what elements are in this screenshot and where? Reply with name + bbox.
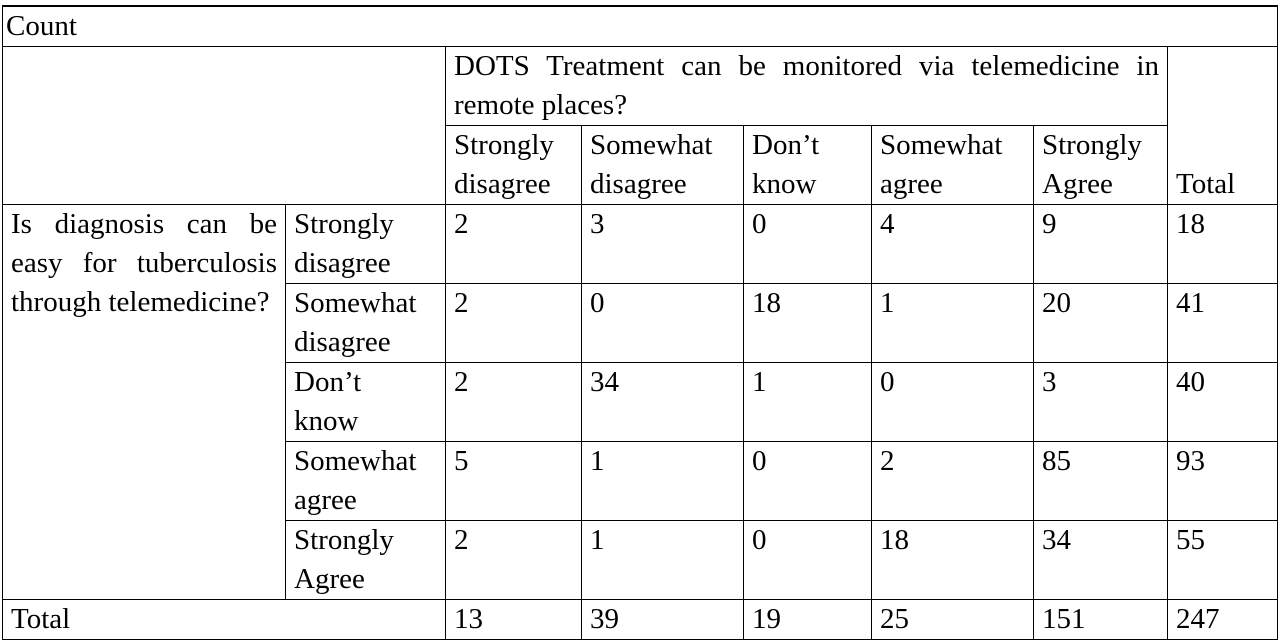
table-cell: 5: [446, 442, 582, 521]
table-cell: 0: [582, 284, 744, 363]
header-row-1: [3, 47, 1278, 126]
table-cell: 85: [1034, 442, 1168, 521]
row-label: [286, 521, 446, 600]
count-row: [3, 7, 1278, 47]
table-cell: 1: [582, 442, 744, 521]
row-label-line2: know: [294, 405, 359, 437]
table-cell: 9: [1034, 205, 1168, 284]
row-total-cell: 41: [1168, 284, 1278, 363]
row-label-line1: Somewhat: [294, 445, 417, 477]
row-question: Is diagnosis can be easy for tuberculosis through telemedicine?: [3, 205, 286, 600]
column-header-line2: disagree: [590, 168, 687, 200]
table-cell: 34: [1034, 521, 1168, 600]
table-cell: 3: [582, 205, 744, 284]
column-header: [582, 126, 744, 205]
row-label: [286, 205, 446, 284]
row-label-line2: Agree: [294, 563, 365, 595]
row-label-line1: Don’t: [294, 366, 362, 398]
grand-total-cell: 247: [1168, 600, 1278, 640]
row-total-cell: 18: [1168, 205, 1278, 284]
table-cell: 1: [872, 284, 1034, 363]
row-label-line1: Somewhat: [294, 287, 417, 319]
totals-row: [3, 600, 1278, 640]
row-label: [286, 442, 446, 521]
table-cell: 2: [446, 521, 582, 600]
table-cell: 2: [446, 363, 582, 442]
column-header: [1034, 126, 1168, 205]
total-column-header: Total: [1168, 47, 1278, 205]
row-label-line2: disagree: [294, 326, 391, 358]
column-total-cell: 39: [582, 600, 744, 640]
table-cell: 4: [872, 205, 1034, 284]
crosstab-table: [2, 6, 1278, 640]
column-header-line1: Strongly: [1042, 129, 1142, 161]
totals-row-label: Total: [3, 600, 446, 640]
column-total-cell: 19: [744, 600, 872, 640]
row-label: [286, 284, 446, 363]
column-total-cell: 151: [1034, 600, 1168, 640]
row-label-line1: Strongly: [294, 208, 394, 240]
row-total-cell: 93: [1168, 442, 1278, 521]
column-header-line2: disagree: [454, 168, 551, 200]
count-label: Count: [3, 7, 1278, 47]
table-cell: 0: [744, 205, 872, 284]
column-header-line1: Strongly: [454, 129, 554, 161]
table-row: [3, 205, 1278, 284]
column-header: [744, 126, 872, 205]
table-cell: 0: [744, 442, 872, 521]
column-total-cell: 13: [446, 600, 582, 640]
table-cell: 0: [744, 521, 872, 600]
column-header-line1: Somewhat: [880, 129, 1003, 161]
column-header: [446, 126, 582, 205]
column-total-cell: 25: [872, 600, 1034, 640]
table-cell: 18: [872, 521, 1034, 600]
column-header-line2: know: [752, 168, 817, 200]
header-corner-cell: [3, 47, 446, 205]
table-cell: 2: [446, 284, 582, 363]
table-cell: 0: [872, 363, 1034, 442]
table-cell: 3: [1034, 363, 1168, 442]
table-cell: 18: [744, 284, 872, 363]
row-total-cell: 40: [1168, 363, 1278, 442]
row-total-cell: 55: [1168, 521, 1278, 600]
column-header-line1: Somewhat: [590, 129, 713, 161]
table-cell: 1: [744, 363, 872, 442]
column-header-line1: Don’t: [752, 129, 820, 161]
column-header-line2: agree: [880, 168, 943, 200]
column-question: DOTS Treatment can be monitored via telemedicine in remote places?: [446, 47, 1168, 126]
table-cell: 20: [1034, 284, 1168, 363]
row-label: [286, 363, 446, 442]
table-cell: 1: [582, 521, 744, 600]
table-cell: 2: [872, 442, 1034, 521]
column-header-line2: Agree: [1042, 168, 1113, 200]
row-label-line1: Strongly: [294, 524, 394, 556]
column-header: [872, 126, 1034, 205]
row-label-line2: agree: [294, 484, 357, 516]
row-label-line2: disagree: [294, 247, 391, 279]
table-cell: 2: [446, 205, 582, 284]
table-cell: 34: [582, 363, 744, 442]
